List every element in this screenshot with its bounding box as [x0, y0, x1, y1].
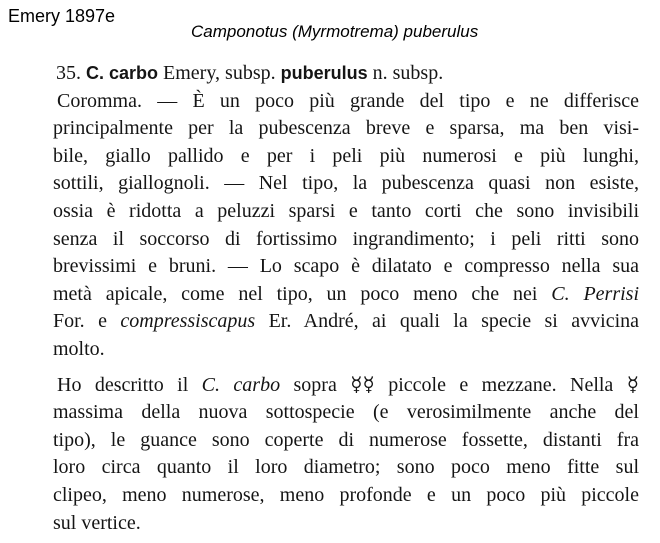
paragraph-2-line: loro circa quanto il loro diametro; sono poco meno fitte sul: [53, 456, 639, 479]
italic-species-name: C. carbo: [201, 373, 281, 396]
line-text: Er. André, ai quali la specie si avvicina: [255, 310, 639, 333]
taxon-title: Camponotus (Myrmotrema) puberulus: [191, 22, 479, 41]
line-text: metà apicale, come nel tipo, un poco meno che nei: [53, 282, 552, 305]
line-text: sopra ☿☿ piccole e mezzane. Nella ☿: [280, 373, 639, 396]
entry-genus: C. carbo: [86, 63, 159, 83]
line-text: For. e: [53, 310, 121, 333]
paragraph-2-line: massima della nuova sottospecie (e verosimilmente anche del: [53, 401, 639, 424]
paragraph-2-line: tipo), le guance sono coperte di numerose fossette, distanti fra: [53, 428, 639, 451]
document-body: [53, 60, 639, 537]
paragraph-2-line: clipeo, meno numerose, meno profonde e un poco più piccole: [53, 483, 639, 506]
italic-species-name: compressiscapus: [120, 310, 256, 333]
entry-number: 35.: [56, 62, 81, 84]
paragraph-1-line: molto.: [53, 337, 105, 360]
entry-heading: [53, 60, 639, 88]
paragraph-2-line: [53, 372, 639, 400]
paragraph-1-line: bile, giallo pallido e per i peli più numerosi e più lunghi,: [53, 144, 639, 167]
paragraph-1-line: senza il soccorso di fortissimo ingrandimento; i peli ritti sono: [53, 227, 639, 250]
entry-subspecies: puberulus: [280, 63, 368, 83]
paragraph-1-line: [53, 308, 639, 336]
entry-author: Emery, subsp.: [163, 62, 276, 84]
paragraph-1-line: sottili, giallognoli. — Nel tipo, la pubescenza quasi non esiste,: [53, 172, 639, 195]
paragraph-1-line: Coromma. — È un poco più grande del tipo e ne differisce: [57, 89, 639, 112]
citation-label: Emery 1897e: [8, 6, 116, 26]
paragraph-1-line: brevissimi e bruni. — Lo scapo è dilatato e compresso nella sua: [53, 255, 639, 278]
paragraph-1-line: [53, 281, 639, 309]
paragraph-2-line: sul vertice.: [53, 511, 141, 534]
italic-species-name: C. Perrisi: [551, 282, 640, 305]
line-text: Ho descritto il: [57, 373, 202, 396]
paragraph-1-line: ossia è ridotta a peluzzi sparsi e tanto corti che sono invisibili: [53, 199, 639, 222]
entry-suffix: n. subsp.: [372, 62, 444, 84]
paragraph-1-line: principalmente per la pubescenza breve e sparsa, ma ben visi-: [53, 117, 639, 140]
